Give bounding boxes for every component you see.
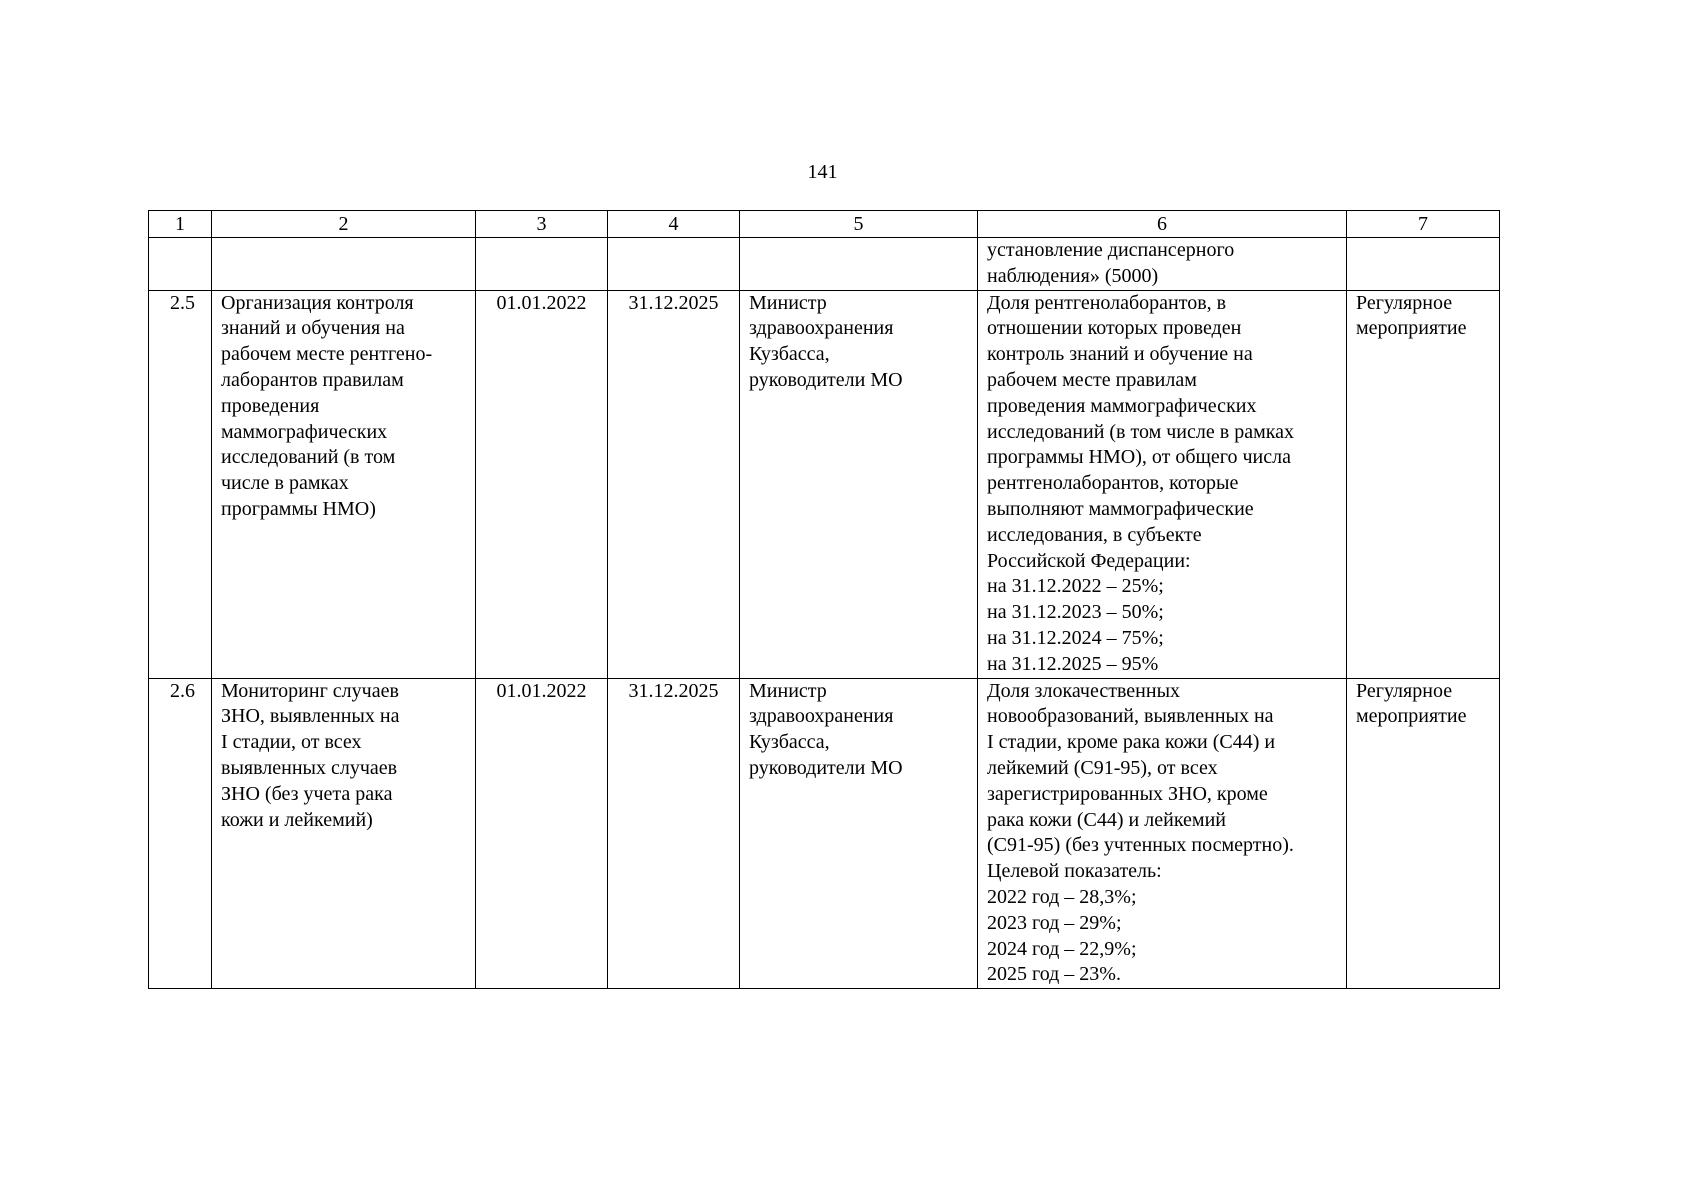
text-line: программы НМО), от общего числа (987, 446, 1291, 469)
empty-cell (608, 238, 740, 291)
text-line: 2024 год – 22,9%; (987, 937, 1137, 960)
text-line: I стадии, от всех (221, 731, 362, 754)
activity-cell (212, 678, 476, 989)
text-line: Регулярное (1356, 291, 1453, 314)
text-line: наблюдения» (5000) (987, 264, 1159, 287)
text-line: Целевой показатель: (987, 860, 1162, 883)
page-number: 141 (807, 161, 838, 183)
empty-cell (1347, 238, 1500, 291)
text-line: рентгенолаборантов, которые (987, 472, 1239, 495)
text-line: проведения маммографических (987, 394, 1257, 417)
text-line: I стадии, кроме рака кожи (C44) и (987, 731, 1276, 754)
event-type-cell (1347, 678, 1500, 989)
text-line: исследования, в субъекте (987, 523, 1202, 546)
text-line: Доля злокачественных (987, 679, 1181, 702)
header-cell: 6 (978, 211, 1347, 238)
end-date-cell: 31.12.2025 (608, 678, 740, 989)
text-line: отношении которых проведен (987, 317, 1242, 340)
text-line: Регулярное (1356, 679, 1453, 702)
text-line: Кузбасса, (749, 343, 830, 366)
header-cell: 7 (1347, 211, 1500, 238)
text-line: Кузбасса, (749, 731, 830, 754)
text-line: выявленных случаев (221, 756, 398, 779)
indicator-cell (978, 238, 1347, 291)
text-line: выполняют маммографические (987, 497, 1254, 520)
text-line: на 31.12.2024 – 75%; (987, 626, 1164, 649)
text-line: 2025 год – 23%. (987, 963, 1121, 986)
header-cell: 4 (608, 211, 740, 238)
text-line: Министр (749, 291, 827, 314)
text-line: исследований (в том числе в рамках (987, 420, 1295, 443)
text-line: исследований (в том (221, 446, 396, 469)
table-row (149, 290, 1500, 678)
text-line: здравоохранения (749, 705, 894, 728)
text-line: рабочем месте правилам (987, 368, 1197, 391)
text-line: кожи и лейкемий) (221, 808, 373, 831)
event-type-cell (1347, 290, 1500, 678)
text-line: рака кожи (C44) и лейкемий (987, 808, 1226, 831)
start-date-cell: 01.01.2022 (476, 290, 608, 678)
text-line: программы НМО) (221, 497, 376, 520)
text-line: зарегистрированных ЗНО, кроме (987, 782, 1268, 805)
text-line: на 31.12.2022 – 25%; (987, 575, 1164, 598)
text-line: рабочем месте рентгено- (221, 343, 433, 366)
text-line: знаний и обучения на (221, 317, 405, 340)
text-line: 2023 год – 29%; (987, 911, 1122, 934)
text-line: мероприятие (1356, 317, 1467, 340)
text-line: лаборантов правилам (221, 368, 404, 391)
header-cell: 1 (149, 211, 212, 238)
row-number-cell: 2.5 (149, 290, 212, 678)
table-row (149, 678, 1500, 989)
text-line: ЗНО, выявленных на (221, 705, 400, 728)
header-cell: 2 (212, 211, 476, 238)
responsible-cell (740, 290, 978, 678)
text-line: лейкемий (C91-95), от всех (987, 756, 1218, 779)
row-number-cell: 2.6 (149, 678, 212, 989)
indicator-cell (978, 290, 1347, 678)
empty-cell (149, 238, 212, 291)
text-line: 2022 год – 28,3%; (987, 885, 1137, 908)
text-line: мероприятие (1356, 705, 1467, 728)
text-line: числе в рамках (221, 472, 349, 495)
continuation-row (149, 238, 1500, 291)
text-line: Доля рентгенолаборантов, в (987, 291, 1227, 314)
start-date-cell: 01.01.2022 (476, 678, 608, 989)
table-header-row (149, 211, 1500, 238)
text-line: новообразований, выявленных на (987, 705, 1274, 728)
text-line: на 31.12.2023 – 50%; (987, 601, 1164, 624)
activity-cell (212, 290, 476, 678)
text-line: проведения (221, 394, 320, 417)
end-date-cell: 31.12.2025 (608, 290, 740, 678)
indicator-cell (978, 678, 1347, 989)
empty-cell (476, 238, 608, 291)
text-line: руководители МО (749, 368, 903, 391)
text-line: руководители МО (749, 756, 903, 779)
text-line: маммографических (221, 420, 388, 443)
text-line: здравоохранения (749, 317, 894, 340)
empty-cell (740, 238, 978, 291)
header-cell: 5 (740, 211, 978, 238)
text-line: Организация контроля (221, 291, 414, 314)
text-line: установление диспансерного (987, 239, 1235, 261)
text-line: контроль знаний и обучение на (987, 343, 1253, 366)
header-cell: 3 (476, 211, 608, 238)
text-line: Российской Федерации: (987, 549, 1191, 572)
text-line: Мониторинг случаев (221, 679, 399, 702)
responsible-cell (740, 678, 978, 989)
text-line: ЗНО (без учета рака (221, 782, 393, 805)
text-line: Министр (749, 679, 827, 702)
text-line: на 31.12.2025 – 95% (987, 652, 1159, 675)
events-table (148, 210, 1500, 989)
text-line: (C91-95) (без учтенных посмертно). (987, 834, 1294, 857)
empty-cell (212, 238, 476, 291)
